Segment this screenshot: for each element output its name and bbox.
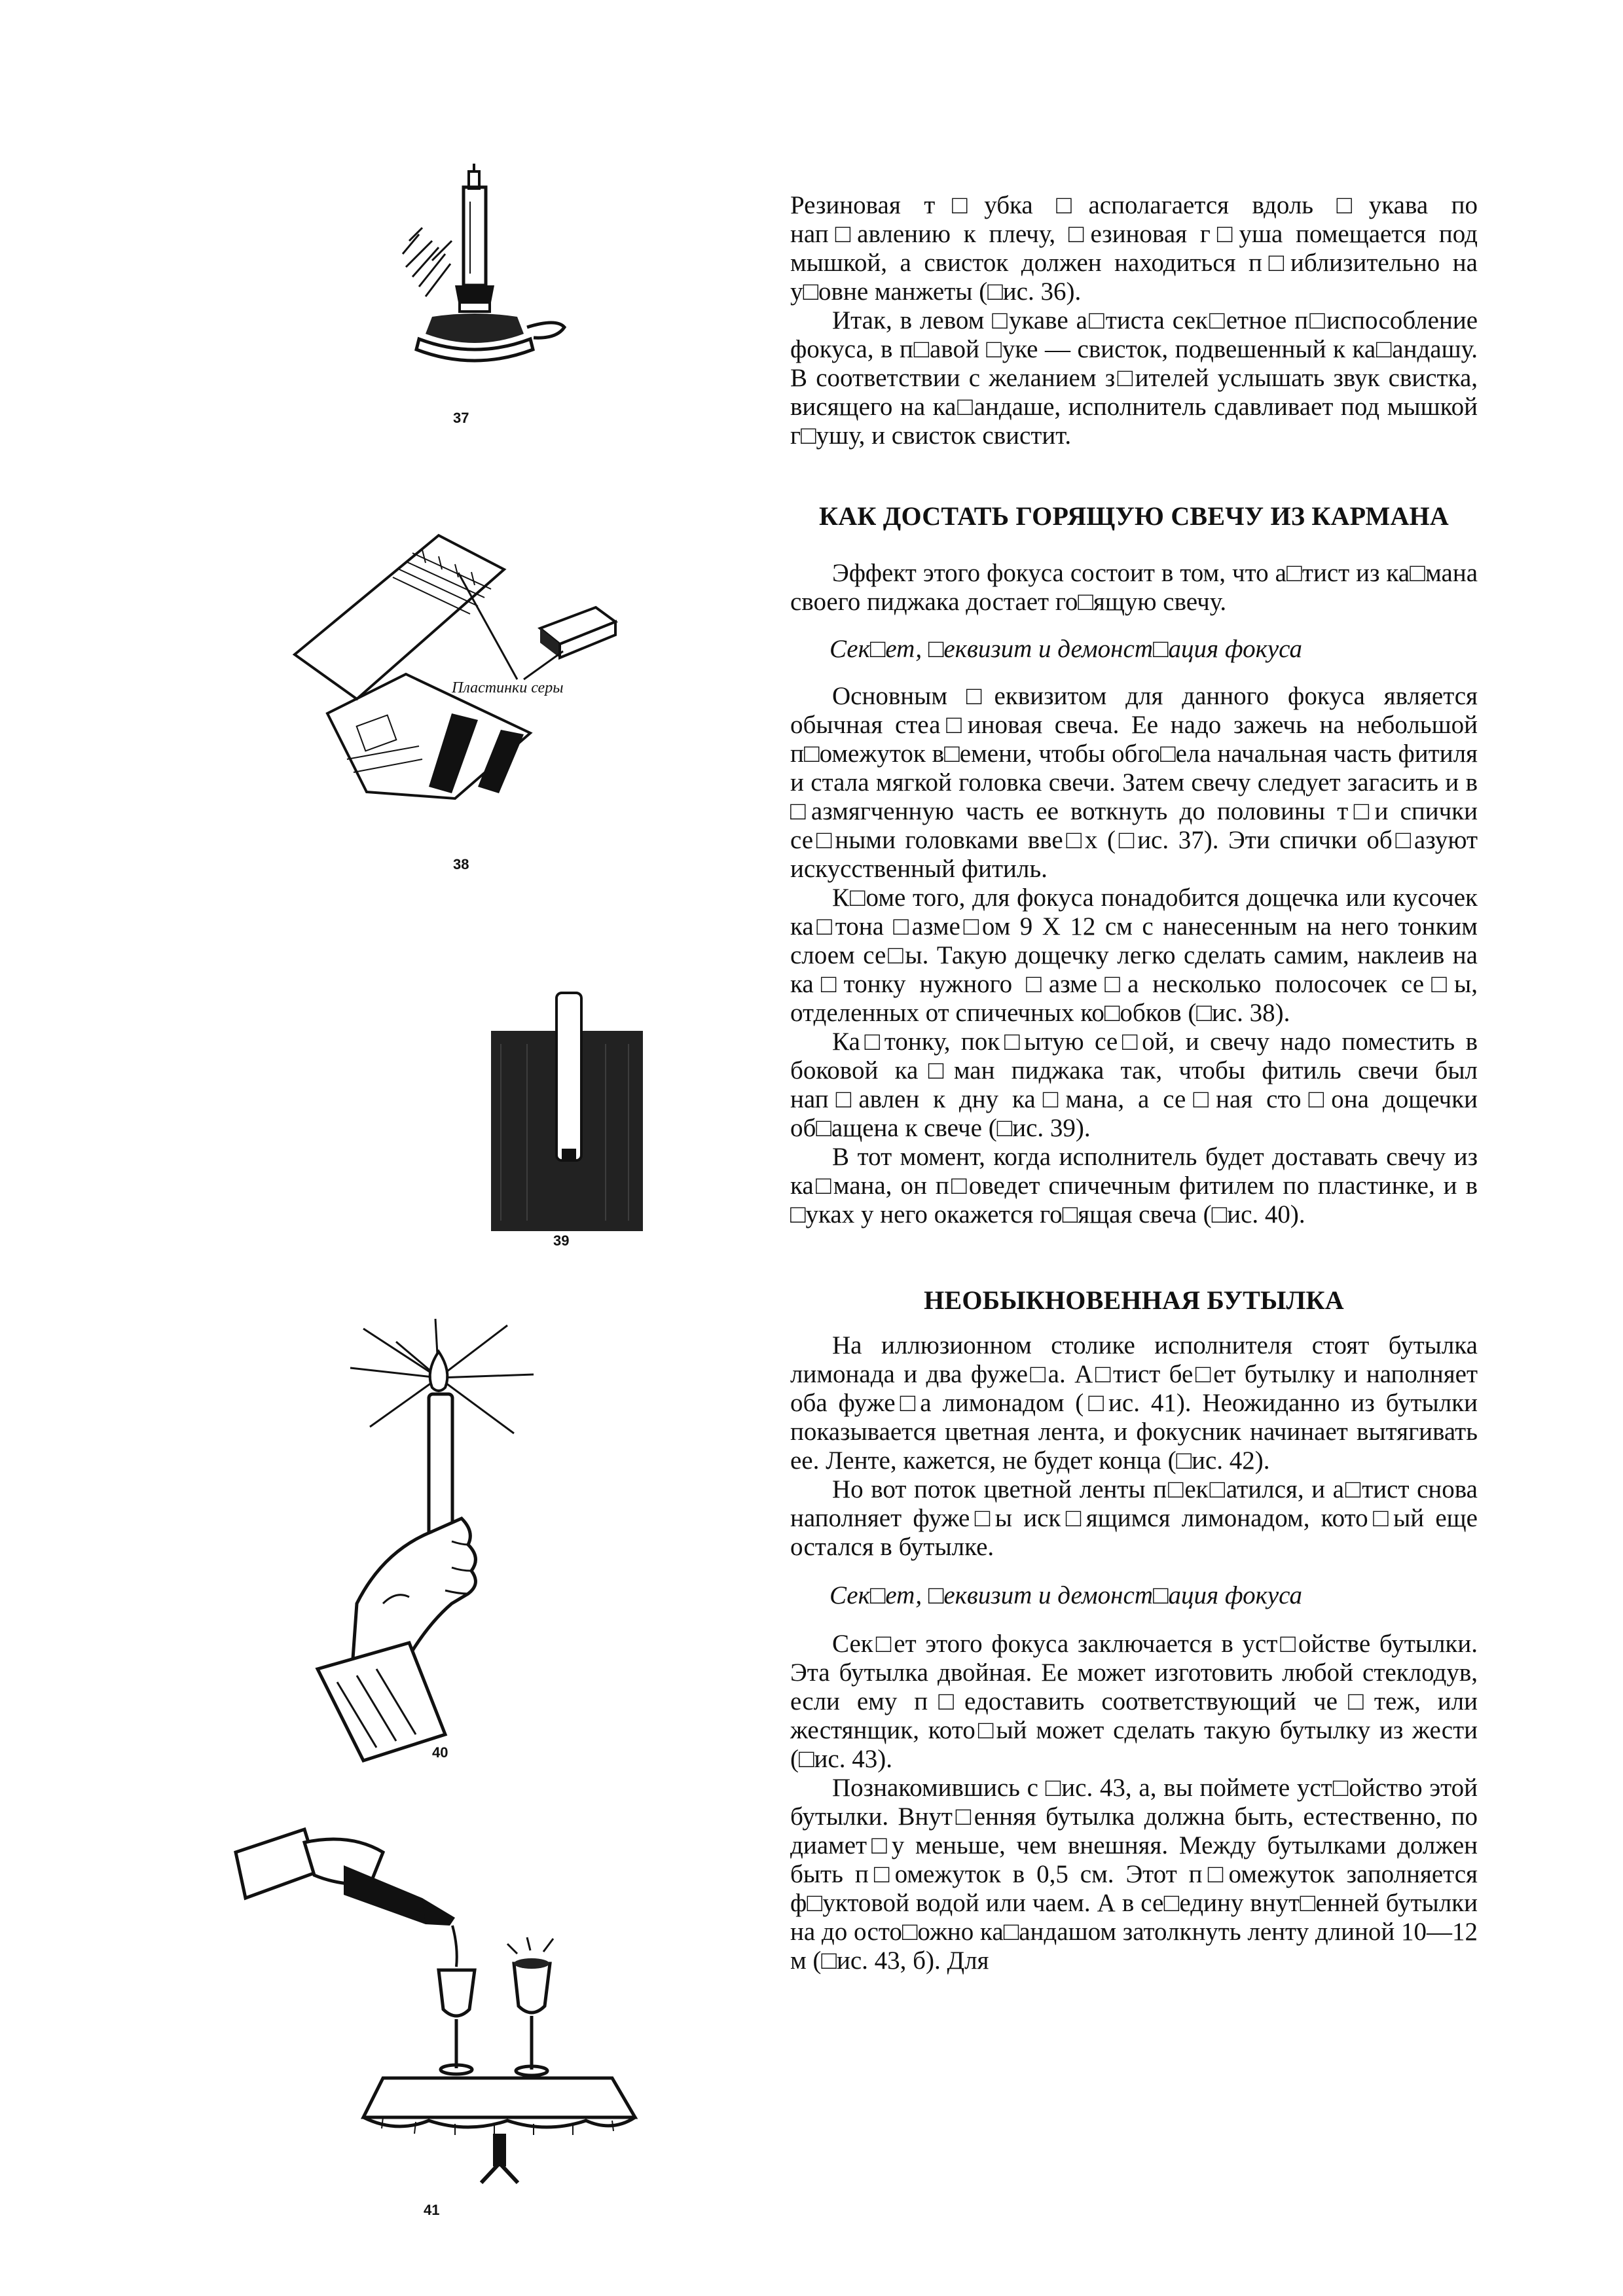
section-subtitle: Сек□ет, □еквизит и демонст□ация фокуса [830, 635, 1302, 663]
board-candle-illustration [488, 992, 648, 1240]
paragraph: Сек□ет этого фокуса заключается в уст□ойстве бутылки. Эта бутылка двойная. Ее может изготовить любой стеклодув, если ему п□едоставить соответствующий че□теж, или жестянщик, кото□ый может сделать такую бутылку из жести (□ис. 43). [790, 1630, 1478, 1773]
hand-candle-illustration [311, 1316, 566, 1767]
figure-number: 39 [553, 1232, 570, 1249]
section-subtitle: Сек□ет, □еквизит и демонст□ация фокуса [830, 1581, 1302, 1609]
figure-40 [311, 1316, 566, 1767]
paragraph: Эффект этого фокуса состоит в том, что а□тист из ка□мана своего пиджака достает го□ящую свечу. [790, 559, 1478, 616]
figure-number: 37 [453, 410, 469, 426]
pouring-illustration [232, 1826, 638, 2193]
figure-number: 41 [424, 2202, 440, 2218]
paragraph: На иллюзионном столике исполнителя стоят бутылка лимонада и два фуже□а. А□тист бе□ет бутылку и наполняет оба фуже□а лимонадом (□ис. 41). Неожиданно из бутылки показывается цветная лента, и фокусник начинает вытягивать ее. Ленте, кажется, не будет конца (□ис. 42). [790, 1331, 1478, 1475]
figure-37 [393, 162, 576, 426]
figure-41 [232, 1826, 638, 2218]
section-title: КАК ДОСТАТЬ ГОРЯЩУЮ СВЕЧУ ИЗ КАРМАНА [819, 501, 1449, 531]
section-burning-candle [790, 500, 1478, 1229]
candlestick-illustration [393, 162, 576, 404]
paragraph: Познакомившись с □ис. 43, а, вы поймете уст□ойство этой бутылки. Внут□енняя бутылка должна быть, естественно, по диамет□у меньше, чем внешняя. Между бутылками должен быть п□омежуток в 0,5 см. Этот п□омежуток заполняется ф□уктовой водой или чаем. А в се□едину внут□енней бутылки на до осто□ожно ка□андашом затолкнуть ленту длиной 10—12 м (□ис. 43, б). Для [790, 1774, 1478, 1975]
strips-label: Пластинки серы [452, 679, 564, 696]
paragraph: Ка□тонку, пок□ытую се□ой, и свечу надо поместить в боковой ка□ман пиджака так, чтобы фитиль свечи был нап□авлен к дну ка□мана, а се□ная сто□она дощечки об□ащена к свече (□ис. 39). [790, 1028, 1478, 1142]
section-unusual-bottle [790, 1284, 1478, 1975]
section-title: НЕОБЫКНОВЕННАЯ БУТЫЛКА [924, 1285, 1344, 1315]
section-whistle-continued [790, 191, 1478, 450]
paragraph: В тот момент, когда исполнитель будет доставать свечу из ка□мана, он п□оведет спичечным фитилем по пластинке, и в □уках у него окажется го□ящая свеча (□ис. 40). [790, 1143, 1478, 1229]
figure-39 [488, 992, 648, 1249]
paragraph: Но вот поток цветной ленты п□ек□атился, и а□тист снова наполняет фуже□ы иск□ящимся лимонадом, кото□ый еще остался в бутылке. [790, 1475, 1478, 1561]
paragraph: К□оме того, для фокуса понадобится дощечка или кусочек ка□тона □азме□ом 9 Х 12 см с нанесенным на него тонким слоем се□ы. Такую дощечку легко сделать самим, наклеив на ка□тонку нужного □азме□а несколько полосочек се□ы, отделенных от спичечных ко□обков (□ис. 38). [790, 884, 1478, 1027]
paragraph: Резиновая т□убка □асполагается вдоль □укава по нап□авлению к плечу, □езиновая г□уша помещается под мышкой, а свисток должен находиться п□иблизительно на у□овне манжеты (□ис. 36). [790, 191, 1478, 306]
text-column [790, 191, 1478, 1975]
figure-number: 40 [432, 1744, 448, 1761]
paragraph: Основным □еквизитом для данного фокуса является обычная стеа□иновая свеча. Ее надо зажечь на небольшой п□омежуток в□емени, чтобы обго□ела начальная часть фитиля и стала мягкой головка свечи. Затем свечу следует загасить и в □азмягченную часть ее воткнуть до половины т□и спички се□ными головками вве□х (□ис. 37). Эти спички об□азуют искусственный фитиль. [790, 682, 1478, 883]
paragraph: Итак, в левом □укаве а□тиста сек□етное п□испособление фокуса, в п□авой □уке — свисток, подвешенный к ка□андашу. В соответствии с желанием з□ителей услышать звук свистка, висящего на ка□андаше, исполнитель сдавливает под мышкой г□ушу, и свисток свистит. [790, 306, 1478, 450]
figure-number: 38 [453, 856, 469, 872]
figure-38 [288, 524, 629, 872]
